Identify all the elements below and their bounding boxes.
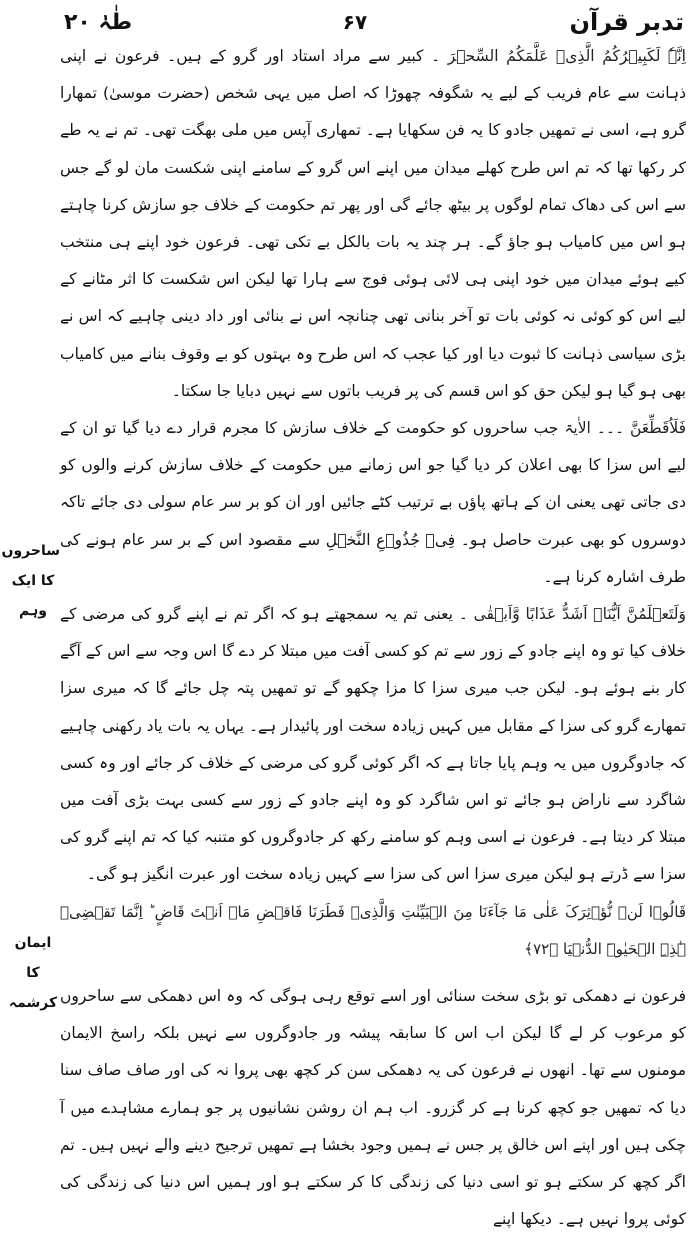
paragraph-5	[60, 978, 686, 1238]
margin-note: ساحروں کا ایک وہم	[1, 543, 60, 619]
page-number: ۶۷	[342, 10, 368, 34]
commentary-body	[60, 38, 686, 1239]
paragraph-text: کبیر سے مراد استاد اور گرو کے ہیں۔ فرعون نے اپنی ذہانت سے عام فریب کے لیے یہ شگوفہ چھوڑا کہ اصل میں یہی شخص (حضرت موسیٰ) تمھارا گرو ہے، اسی نے تمھیں جادو کا یہ فن سکھایا ہے۔ تمھاری آپس میں ملی بھگت تھی۔ تم نے یہ طے کر رکھا تھا کہ تم اس طرح کھلے میدان میں اپنے اس گرو کے سامنے اپنی شکست مان لو گے جس سے اس کی دھاک تمام لوگوں پر بیٹھ جائے گی اور پھر تم حکومت کے خلاف جو سازش کرنا چاہتے ہو اس میں کامیاب ہو جاؤ گے۔ ہر چند یہ بات بالکل بے تکی تھی۔ فرعون خود اپنے ہی منتخب کیے ہوئے میدان میں خود اپنی ہی لائی ہوئی فوج سے ہارا تھا لیکن اس شکست کا اثر مٹانے کے لیے اس کو کوئی نہ کوئی بات تو آخر بنانی تھی چنانچہ اس نے بنائی اور داد دینی چاہیے کہ اس نے بڑی سیاسی ذہانت کا ثبوت دیا اور کیا عجب کہ اس طرح وہ بہتوں کو بے وقوف بنانے میں کامیاب بھی ہو گیا ہو لیکن حق کو اس قسم کی پر فریب باتوں سے نہیں دبایا جا سکتا۔	[60, 47, 686, 400]
paragraph-2	[60, 410, 686, 596]
paragraph-3	[60, 596, 686, 894]
paragraph-text: جب ساحروں کو حکومت کے خلاف سازش کا مجرم قرار دے دیا گیا تو ان کے لیے اس سزا کا بھی اعلان کر دیا گیا جو اس زمانے میں حکومت کے خلاف سازش کرنے والوں کو دی جاتی تھی یعنی ان کے ہاتھ پاؤں بے ترتیب کٹے جائیں اور ان کو بر سر عام سولی دی جائے تاکہ دوسروں کو بھی عبرت حاصل ہو۔ فِیۡ جُذُوۡعِ النَّخۡلِ سے مقصود اس کے بر سر عام ہونے کی طرف اشارہ کرنا ہے۔	[60, 419, 686, 586]
quran-quote: اِنَّہٗ لَکَبِیۡرُکُمُ الَّذِیۡ عَلَّمَکُمُ السِّحۡرَ ۔	[431, 47, 686, 65]
paragraph-text: یعنی تم یہ سمجھتے ہو کہ اگر تم نے اپنے گرو کی مرضی کے خلاف کیا تو وہ اپنے جادو کے زور سے تم کو کسی آفت میں مبتلا کر دے گا اس وجہ سے اس کے آگے کار بنے ہوئے ہو۔ لیکن جب میری سزا کا مزا چکھو گے تو تمھیں پتہ چل جائے گا کہ میری سزا تمھارے گرو کی سزا کے مقابل میں کہیں زیادہ سخت اور پائیدار ہے۔ یہاں یہ بات یاد رکھنی چاہیے کہ جادوگروں میں یہ وہم پایا جاتا ہے کہ اگر کوئی گرو کی مرضی کے خلاف کر جائے اور وہ کسی شاگرد سے ناراض ہو جائے تو اس شاگرد کو وہ اپنے جادو کے زور سے کسی بہت بڑی آفت میں مبتلا کر دیتا ہے۔ فرعون نے اسی وہم کو سامنے رکھ کر جادوگروں کو متنبہ کیا کہ تم اپنے گرو کی سزا سے ڈرتے ہو لیکن میری سزا اس کی سزا سے کہیں زیادہ سخت اور عبرت انگیز ہو گی۔	[60, 605, 687, 884]
quran-quote: قَالُوۡا لَنۡ نُّؤۡثِرَکَ عَلٰی مَا جَآءَنَا مِنَ الۡبَیِّنٰتِ وَالَّذِیۡ فَطَرَنَا فَاقۡضِ مَاۤ اَنۡتَ قَاضٍ ؕ اِنَّمَا تَقۡضِیۡ ہٰذِہِ الۡحَیٰوۃَ الدُّنۡیَا ﴿۷۲﴾	[60, 902, 686, 958]
surah-reference: طٰہٰ ۲۰	[64, 10, 133, 35]
quran-quote: وَلَتَعۡلَمُنَّ اَیُّنَاۤ اَشَدُّ عَذَابًا وَّاَبۡقٰی ۔	[458, 605, 686, 624]
quran-quote: فَلَاُقَطِّعَنَّ ۔۔۔ الاٰیۃ	[564, 419, 687, 438]
paragraph-text: فرعون نے دھمکی تو بڑی سخت سنائی اور اسے توقع رہی ہوگی کہ وہ اس دھمکی سے ساحروں کو مرعوب کر لے گا لیکن اب اس کا سابقہ پیشہ ور جادوگروں سے نہیں بلکہ راسخ الایمان مومنوں سے تھا۔ انھوں نے فرعون کی یہ دھمکی سن کر کچھ بھی پروا نہ کی اور صاف صاف سنا دیا کہ تمھیں جو کچھ کرنا ہے کر گزرو۔ اب ہم ان روشن نشانیوں پر جو ہمارے مشاہدے میں آ چکی ہیں اور اپنے اس خالق پر جس نے ہمیں وجود بخشا ہے تمھیں ترجیح دینے والے نہیں ہیں۔ تم اگر کچھ کر سکتے ہو تو اسی دنیا کی زندگی کا کر سکتے ہو اور ہمیں اس دنیا کی زندگی کی کوئی پروا نہیں ہے۔ دیکھا اپنے	[60, 987, 686, 1229]
margin-note: ایمان کا کرشمہ	[8, 935, 58, 1011]
book-title: تدبر قرآن	[569, 8, 684, 36]
quran-verse	[60, 894, 686, 968]
paragraph-1	[60, 38, 686, 410]
